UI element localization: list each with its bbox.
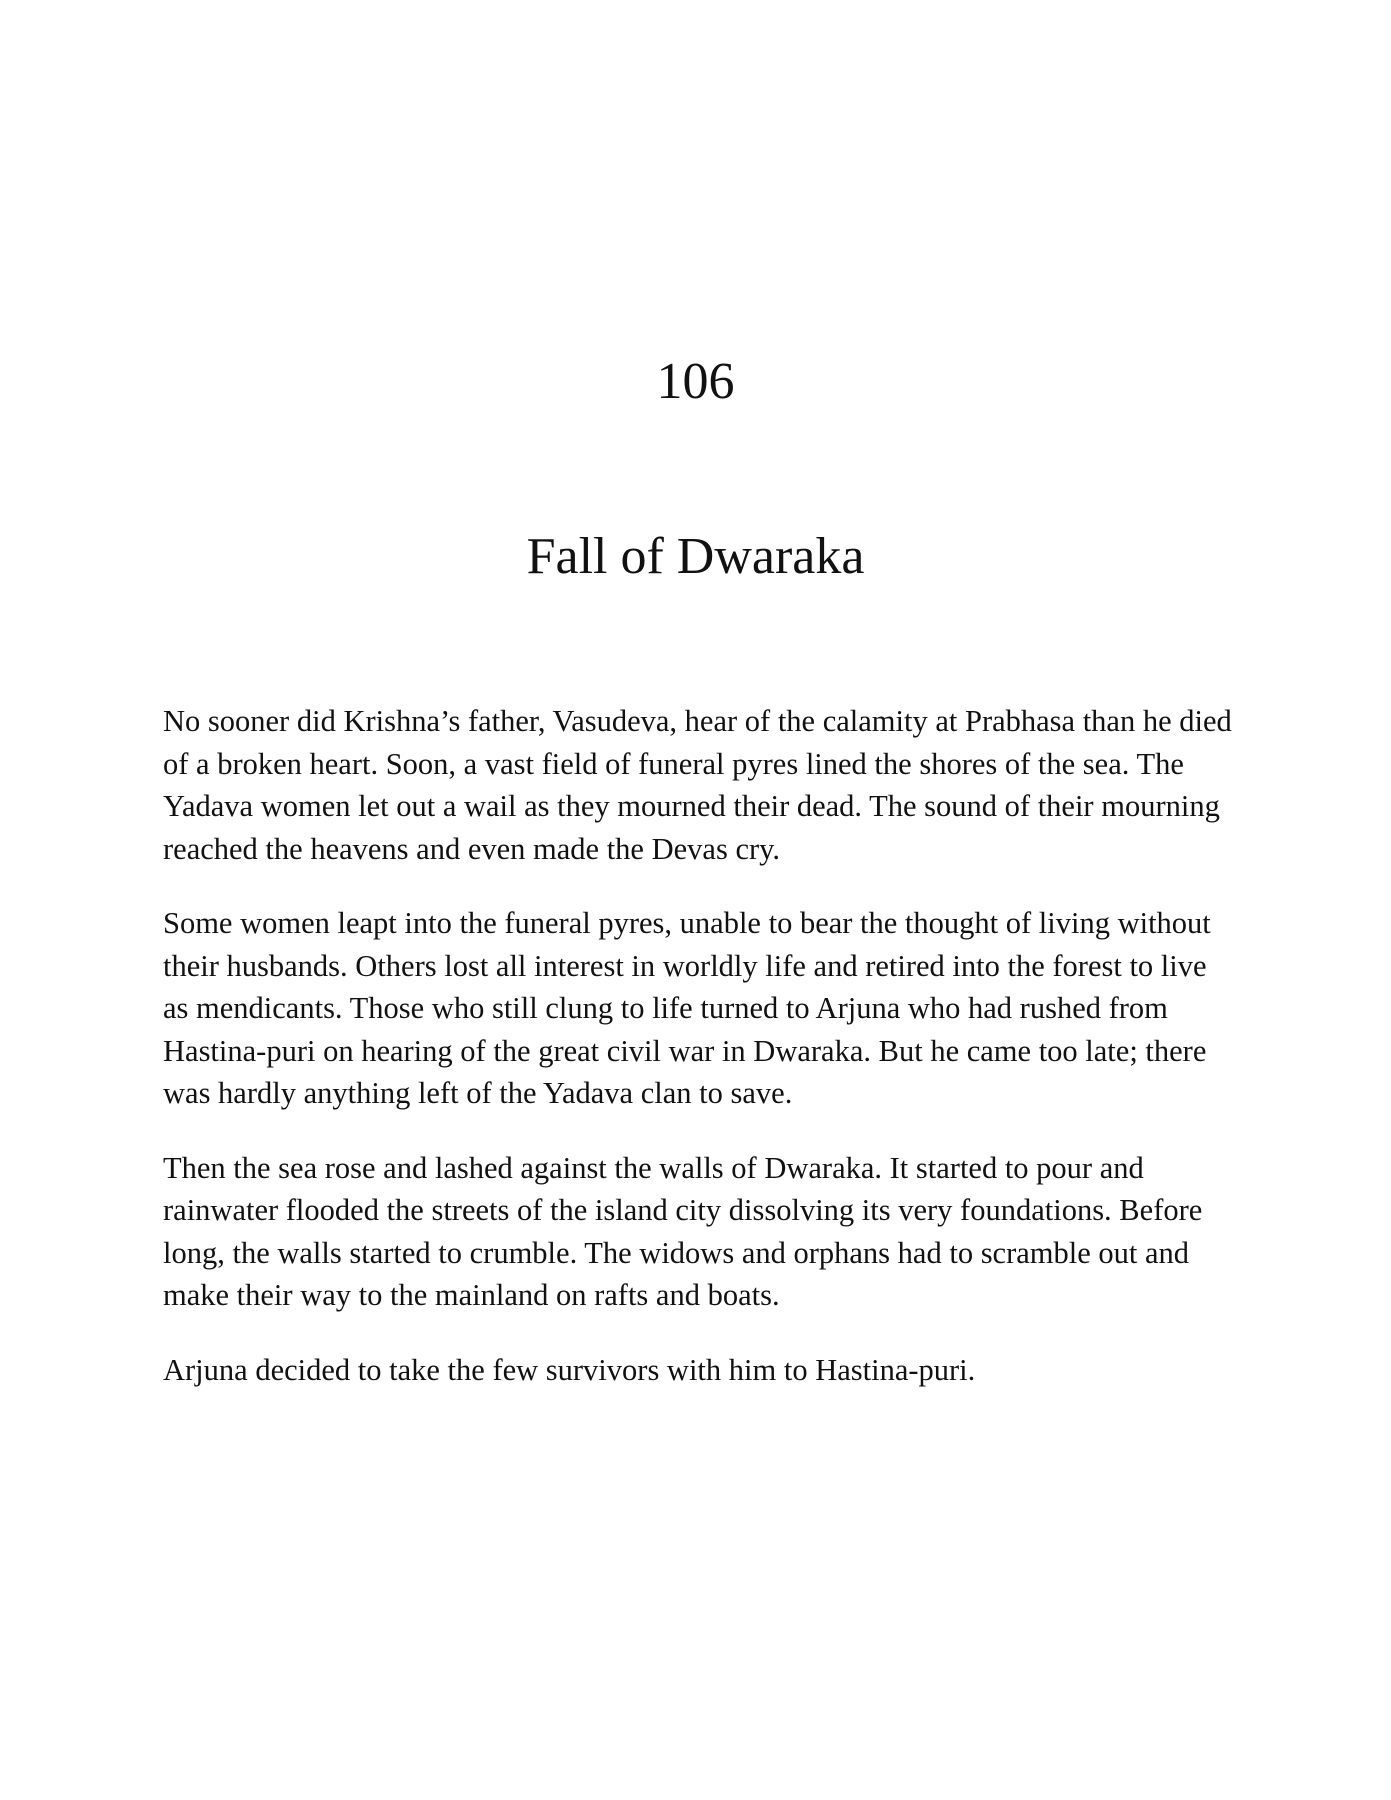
chapter-body (163, 700, 1233, 1423)
paragraph: Arjuna decided to take the few survivors with him to Hastina-puri. (163, 1352, 976, 1387)
paragraph: No sooner did Krishna’s father, Vasudeva, hear of the calamity at Prabhasa than he died of a broken heart. Soon, a vast field of funeral pyres lined the shores of the sea. The Yadava women let out a wail as they mourned their dead. The sound of their mourning reached the heavens and even made the Devas cry. (163, 704, 1232, 866)
paragraph: Some women leapt into the funeral pyres, unable to bear the thought of living without their husbands. Others lost all interest in worldly life and retired into the forest to live as mendicants. Those who still clung to life turned to Arjuna who had rushed from Hastina-puri on hearing of the great civil war in Dwaraka. But he came too late; there was hardly anything left of the Yadava clan to save. (163, 906, 1211, 1110)
chapter-number: 106 (656, 353, 735, 410)
chapter-title: Fall of Dwaraka (526, 528, 865, 585)
paragraph: Then the sea rose and lashed against the walls of Dwaraka. It started to pour and rainwater flooded the streets of the island city dissolving its very foundations. Before long, the walls started to crumble. The widows and orphans had to scramble out and make their way to the mainland on rafts and boats. (163, 1150, 1203, 1312)
